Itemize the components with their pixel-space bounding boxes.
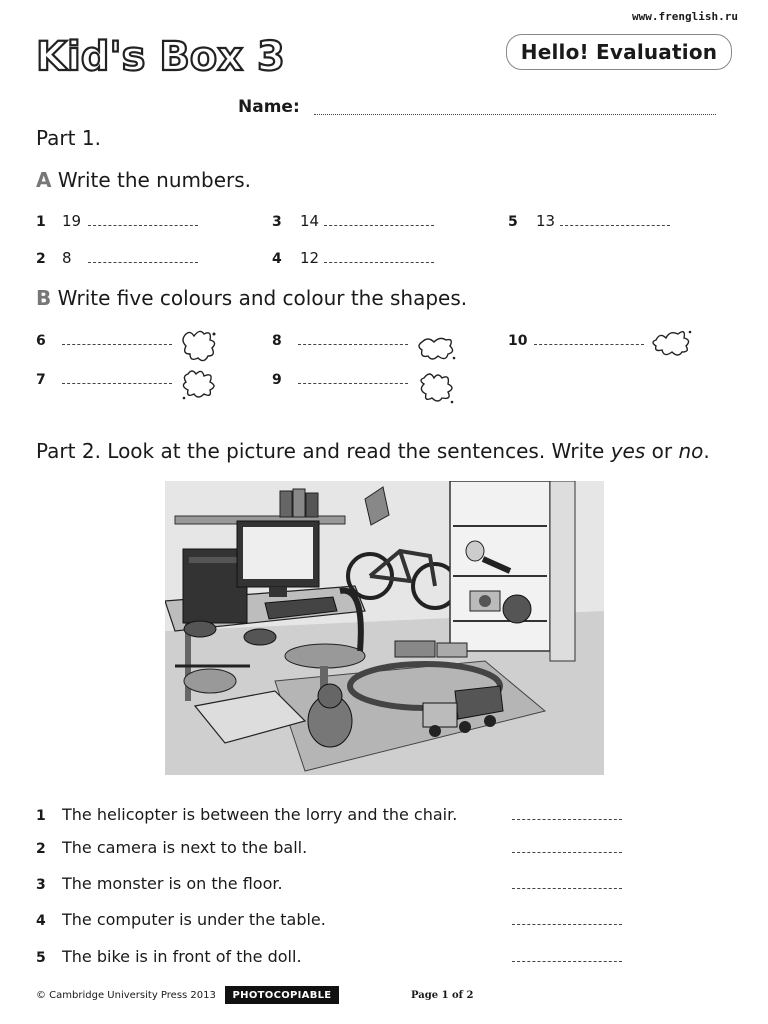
colour-item-9 xyxy=(272,372,408,388)
part2-title-start: Part 2. Look at the picture and read the sentences. Write xyxy=(36,439,611,463)
answer-line[interactable] xyxy=(88,225,198,226)
answer-line[interactable] xyxy=(88,262,198,263)
item-number: 3 xyxy=(272,214,282,230)
sentence-number: 4 xyxy=(36,913,46,929)
item-number: 8 xyxy=(272,333,282,349)
section-a-heading xyxy=(36,168,251,192)
sentence-1 xyxy=(36,801,622,824)
part2-yes: yes xyxy=(610,439,646,463)
splat-shape-icon[interactable] xyxy=(650,326,694,360)
item-number: 7 xyxy=(36,372,46,388)
number-item-5 xyxy=(508,212,670,230)
page-number: Page 1 of 2 xyxy=(411,990,474,1001)
answer-line[interactable] xyxy=(298,383,408,384)
answer-line[interactable] xyxy=(62,383,172,384)
splat-shape-icon[interactable] xyxy=(178,328,220,364)
colour-item-7 xyxy=(36,372,172,388)
section-a-letter: A xyxy=(36,168,52,192)
evaluation-title-box xyxy=(506,34,732,70)
sentence-text: The bike is in front of the doll. xyxy=(62,947,302,966)
number-item-3 xyxy=(272,212,434,230)
item-value: 13 xyxy=(536,212,556,230)
sentence-text: The monster is on the floor. xyxy=(62,874,283,893)
colour-item-6 xyxy=(36,333,172,349)
section-b-heading xyxy=(36,286,467,310)
sentence-number: 2 xyxy=(36,841,46,857)
part1-title: Part 1. xyxy=(36,126,101,150)
item-number: 1 xyxy=(36,214,46,230)
item-value: 19 xyxy=(62,212,82,230)
part2-or: or xyxy=(645,439,679,463)
answer-line[interactable] xyxy=(298,344,408,345)
colour-item-8 xyxy=(272,333,408,349)
answer-line[interactable] xyxy=(512,961,622,962)
copyright: © Cambridge University Press 2013 xyxy=(36,990,216,1001)
answer-line[interactable] xyxy=(62,344,172,345)
answer-line[interactable] xyxy=(512,924,622,925)
section-b-letter: B xyxy=(36,286,52,310)
item-number: 9 xyxy=(272,372,282,388)
sentence-4 xyxy=(36,910,622,929)
website-url: www.frenglish.ru xyxy=(632,10,738,23)
item-number: 4 xyxy=(272,251,282,267)
item-number: 10 xyxy=(508,333,528,349)
photocopiable-badge: PHOTOCOPIABLE xyxy=(225,986,339,1004)
number-item-2 xyxy=(36,249,198,267)
number-item-1 xyxy=(36,212,198,230)
answer-line[interactable] xyxy=(324,225,434,226)
sentence-number: 3 xyxy=(36,877,46,893)
number-item-4 xyxy=(272,249,434,267)
answer-line[interactable] xyxy=(560,225,670,226)
kids-box-logo xyxy=(34,28,284,84)
sentence-number: 5 xyxy=(36,950,46,966)
sentence-text: The helicopter is between the lorry and the chair. xyxy=(62,805,458,824)
item-number: 2 xyxy=(36,251,46,267)
splat-shape-icon[interactable] xyxy=(178,366,220,402)
bedroom-picture xyxy=(165,481,604,775)
part2-no: no xyxy=(678,439,704,463)
section-b-instruction: Write five colours and colour the shapes. xyxy=(57,286,468,310)
logo-text: Kid's Box 3 xyxy=(36,34,284,80)
splat-shape-icon[interactable] xyxy=(416,370,458,406)
answer-line[interactable] xyxy=(512,819,622,820)
splat-shape-icon[interactable] xyxy=(416,332,458,364)
answer-line[interactable] xyxy=(324,262,434,263)
sentence-text: The computer is under the table. xyxy=(62,910,326,929)
colour-item-10 xyxy=(508,333,644,349)
name-label: Name: xyxy=(238,97,300,117)
answer-line[interactable] xyxy=(512,852,622,853)
item-value: 8 xyxy=(62,249,72,267)
sentence-number: 1 xyxy=(36,808,46,824)
sentence-text: The camera is next to the ball. xyxy=(62,838,308,857)
item-value: 14 xyxy=(300,212,320,230)
name-line[interactable] xyxy=(314,114,716,115)
sentence-3 xyxy=(36,874,622,893)
item-value: 12 xyxy=(300,249,320,267)
sentence-2 xyxy=(36,838,622,857)
part2-title xyxy=(36,439,710,463)
part2-period: . xyxy=(703,439,710,463)
answer-line[interactable] xyxy=(534,344,644,345)
sentence-5 xyxy=(36,947,622,966)
section-a-instruction: Write the numbers. xyxy=(57,168,252,192)
evaluation-title: Hello! Evaluation xyxy=(520,40,718,64)
item-number: 5 xyxy=(508,214,518,230)
item-number: 6 xyxy=(36,333,46,349)
answer-line[interactable] xyxy=(512,888,622,889)
